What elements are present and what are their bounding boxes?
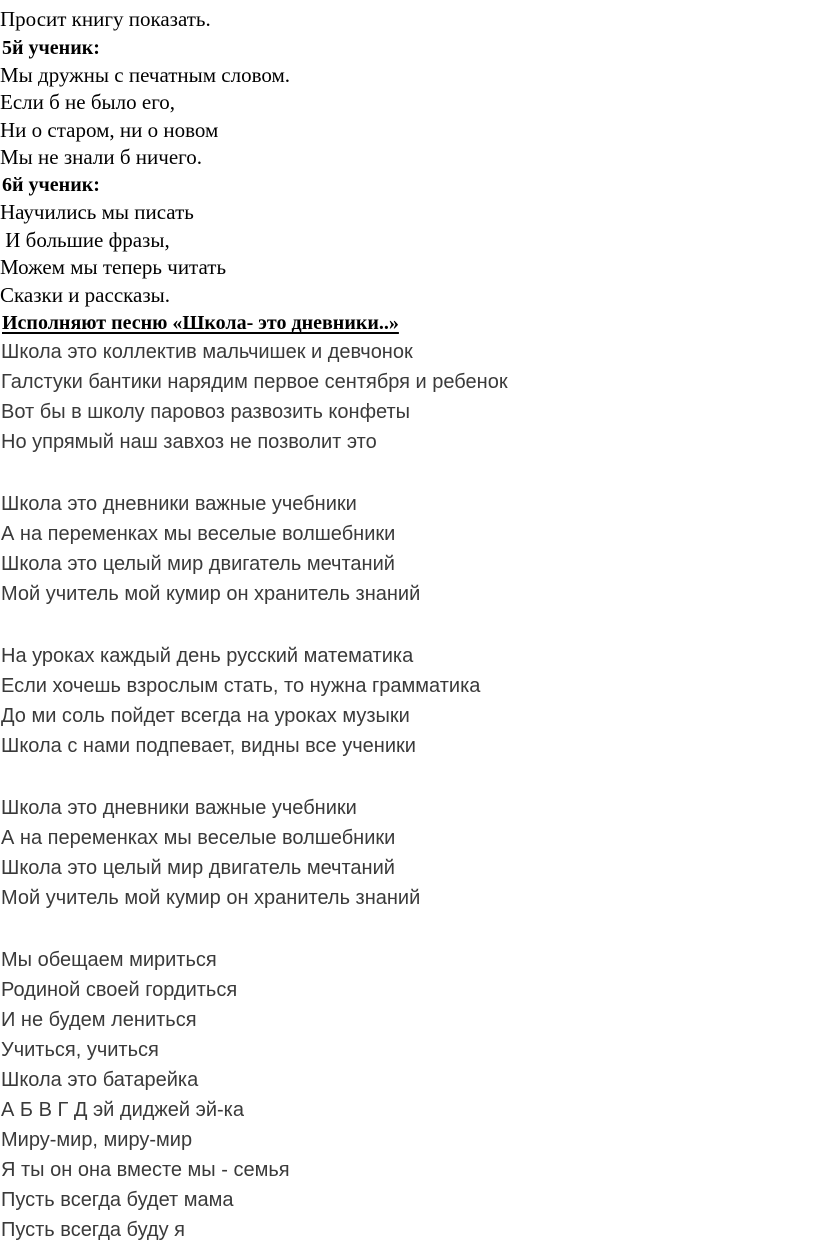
lyric-line: Но упрямый наш завхоз не позволит это bbox=[1, 431, 377, 453]
lyric-line: Школа это батарейка bbox=[1, 1069, 199, 1091]
lyric-line: Галстуки бантики нарядим первое сентября и ребенок bbox=[1, 371, 508, 393]
lyric-line: Мы обещаем мириться bbox=[1, 949, 217, 971]
lyric-line: Учиться, учиться bbox=[1, 1039, 159, 1061]
lyric-line: Мой учитель мой кумир он хранитель знаний bbox=[1, 887, 421, 909]
lyric-line: А на переменках мы веселые волшебники bbox=[1, 827, 396, 849]
poem-line: Можем мы теперь читать bbox=[0, 255, 227, 279]
lyric-line: Если хочешь взрослым стать, то нужна грамматика bbox=[1, 675, 481, 697]
lyric-line: А на переменках мы веселые волшебники bbox=[1, 523, 396, 545]
lyric-line: Школа это дневники важные учебники bbox=[1, 797, 357, 819]
lyric-line: Школа это коллектив мальчишек и девчонок bbox=[1, 341, 413, 363]
lyric-line: И не будем лениться bbox=[1, 1009, 197, 1031]
lyric-line: Я ты он она вместе мы - семья bbox=[1, 1159, 290, 1181]
poem-line: Мы не знали б ничего. bbox=[0, 145, 202, 169]
lyric-line: На уроках каждый день русский математика bbox=[1, 645, 414, 667]
speaker-label-6: 6й ученик: bbox=[2, 174, 100, 196]
lyric-line: Школа это целый мир двигатель мечтаний bbox=[1, 857, 395, 879]
poem-line: Просит книгу показать. bbox=[0, 7, 211, 31]
lyric-line: Вот бы в школу паровоз развозить конфеты bbox=[1, 401, 411, 423]
poem-line: Если б не было его, bbox=[0, 90, 176, 114]
lyric-line: До ми соль пойдет всегда на уроках музыки bbox=[1, 705, 410, 727]
lyric-line: Школа с нами подпевает, видны все ученики bbox=[1, 735, 416, 757]
lyric-line: Мой учитель мой кумир он хранитель знаний bbox=[1, 583, 421, 605]
lyric-line: Миру-мир, миру-мир bbox=[1, 1129, 193, 1151]
poem-line: Научились мы писать bbox=[0, 200, 194, 224]
lyric-line: Школа это дневники важные учебники bbox=[1, 493, 357, 515]
lyric-line: Пусть всегда буду я bbox=[1, 1219, 185, 1241]
song-heading: Исполняют песню «Школа- это дневники..» bbox=[2, 312, 399, 334]
poem-line: Мы дружны с печатным словом. bbox=[0, 63, 290, 87]
poem-line: И большие фразы, bbox=[0, 228, 170, 252]
speaker-label-5: 5й ученик: bbox=[2, 37, 100, 59]
lyric-line: Пусть всегда будет мама bbox=[1, 1189, 234, 1211]
lyric-line: Школа это целый мир двигатель мечтаний bbox=[1, 553, 395, 575]
poem-line: Ни о старом, ни о новом bbox=[0, 118, 219, 142]
lyric-line: Родиной своей гордиться bbox=[1, 979, 238, 1001]
poem-line: Сказки и рассказы. bbox=[0, 283, 171, 307]
lyric-line: А Б В Г Д эй диджей эй-ка bbox=[1, 1099, 244, 1121]
